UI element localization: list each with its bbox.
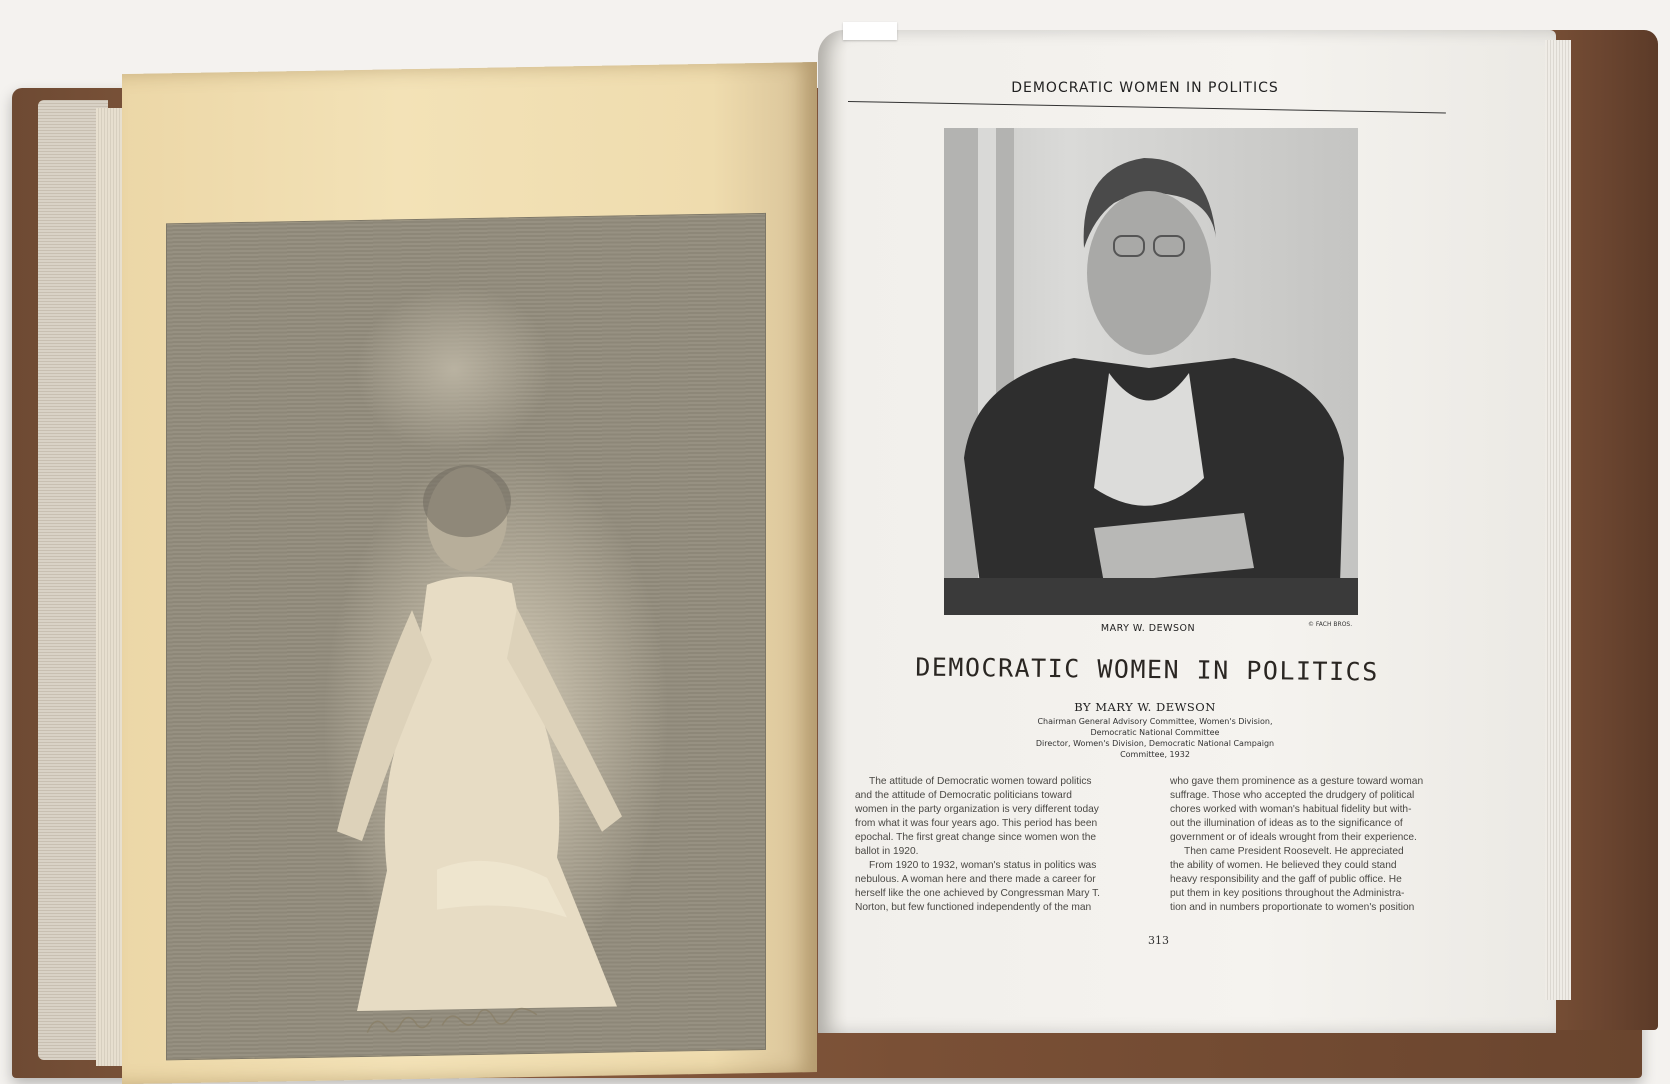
text-line: Then came President Roosevelt. He appreciated [1184, 846, 1404, 857]
affiliation-line: Democratic National Committee [1090, 728, 1220, 737]
text-line: suffrage. Those who accepted the drudgery of political [1170, 790, 1415, 801]
text-line: tion and in numbers proportionate to women's position [1170, 902, 1415, 913]
text-line: herself like the one achieved by Congressman Mary T. [855, 888, 1101, 899]
text-line: heavy responsibility and the gaff of public office. He [1170, 874, 1402, 885]
affiliation-line: Director, Women's Division, Democratic National Campaign [1035, 739, 1275, 748]
text-line: government or of ideals wrought from their experience. [1170, 832, 1417, 843]
text-line: out the illumination of ideas as to the significance of [1170, 818, 1403, 829]
text-line: and the attitude of Democratic politicians toward [855, 790, 1072, 801]
text-line: The attitude of Democratic women toward politics [869, 776, 1092, 787]
photo-credit: © FACH BROS. [1308, 621, 1353, 628]
running-head: DEMOCRATIC WOMEN IN POLITICS [1011, 80, 1279, 96]
byline: BY MARY W. DEWSON [1074, 700, 1216, 714]
article-column-right [1170, 775, 1470, 915]
text-line: the ability of women. He believed they could stand [1170, 860, 1397, 871]
text-line: ballot in 1920. [855, 846, 919, 857]
text-line: women in the party organization is very different today [855, 804, 1099, 815]
article-column-left [855, 775, 1150, 915]
text-line: nebulous. A woman here and there made a career for [855, 874, 1096, 885]
left-page [122, 62, 817, 1084]
portrait-mary-dewson [944, 128, 1358, 615]
text-line: from what it was four years ago. This period has been [855, 818, 1098, 829]
text-line: chores worked with woman's habitual fidelity but with- [1170, 804, 1412, 815]
text-line: Norton, but few functioned independently of the man [855, 902, 1092, 913]
portrait-eleanor-roosevelt [166, 213, 766, 1060]
article-title: DEMOCRATIC WOMEN IN POLITICS [915, 652, 1379, 687]
photo-caption: MARY W. DEWSON [1100, 623, 1196, 634]
paper-tab [843, 22, 897, 40]
seated-woman-figure [317, 446, 647, 1042]
affiliation-line: Committee, 1932 [1120, 750, 1190, 759]
seated-woman-photo [944, 128, 1358, 615]
page-number: 313 [1148, 934, 1169, 947]
affiliation-line: Chairman General Advisory Committee, Women's Division, [1037, 717, 1273, 726]
text-line: From 1920 to 1932, woman's status in politics was [869, 860, 1097, 871]
page-stack-right [1545, 40, 1571, 1000]
text-line: who gave them prominence as a gesture toward woman [1170, 776, 1424, 787]
text-line: put them in key positions throughout the Administra- [1170, 888, 1405, 899]
text-line: epochal. The first great change since women won the [855, 832, 1097, 843]
